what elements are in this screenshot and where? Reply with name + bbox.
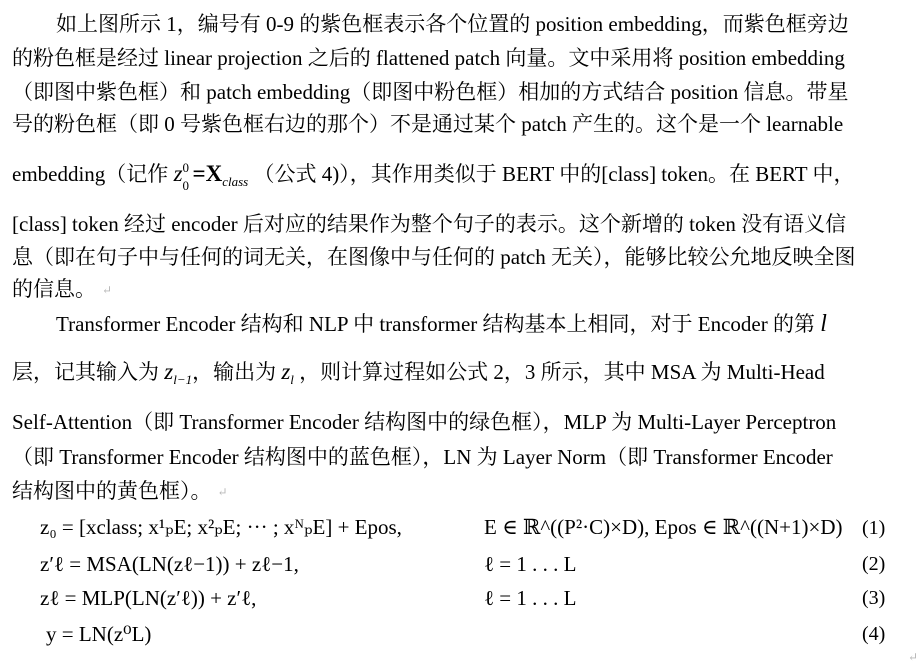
formula-x-symbol: =X <box>192 161 223 186</box>
paragraph-mark-1: ↵ <box>102 283 113 297</box>
para1-line1: 如上图所示 1，编号有 0-9 的紫色框表示各个位置的 position embedding，而紫色框旁边 <box>56 12 849 36</box>
formula-input-subscript: l−1 <box>173 372 193 387</box>
equation-3-number: (3) <box>862 587 886 609</box>
para1-line3: （即图中紫色框）和 patch embedding（即图中粉色框）相加的方式结合 position 信息。带星 <box>12 80 849 104</box>
formula-z-indices <box>182 160 193 193</box>
para1-line4: 号的粉色框（即 0 号紫色框右边的那个）不是通过某个 patch 产生的。这个是一个 learnable <box>12 112 844 136</box>
para1-line7: 息（即在句子中与任何的词无关，在图像中与任何的 patch 无关），能够比较公允地反映全图 <box>12 245 856 269</box>
equation-3-right: ℓ = 1 . . . L <box>484 586 577 610</box>
para2-line5-text: 结构图中的黄色框）。 <box>12 479 212 503</box>
paragraph-mark-3: ↵ <box>908 650 919 664</box>
formula-class-subscript: class <box>222 174 249 189</box>
para2-line2-text-b: ，输出为 <box>192 360 282 384</box>
paragraph-mark-2: ↵ <box>217 485 228 499</box>
para2-line4: （即 Transformer Encoder 结构图中的蓝色框），LN 为 Layer Norm（即 Transformer Encoder <box>12 445 833 469</box>
para1-line5 <box>12 158 855 193</box>
equation-2-right: ℓ = 1 . . . L <box>484 552 577 576</box>
para1-line6: [class] token 经过 encoder 后对应的结果作为整个句子的表示。这个新增的 token 没有语义信 <box>12 212 847 236</box>
para2-line5 <box>12 475 228 505</box>
para2-line2 <box>12 356 825 388</box>
formula-output-z: z <box>281 359 291 384</box>
layer-index-l: l <box>820 311 827 337</box>
formula-output-subscript: l <box>290 372 294 387</box>
equation-2-left: z′ℓ = MSA(LN(zℓ−1)) + zℓ−1, <box>40 552 299 576</box>
equation-1-number: (1) <box>862 517 886 539</box>
para2-line2-text-c: ，则计算过程如公式 2，3 所示，其中 MSA 为 Multi-Head <box>299 360 825 384</box>
formula-input-z: z <box>164 359 174 384</box>
formula-z-subscript: 0 <box>182 178 190 193</box>
equation-1-left: z₀ = [xclass; x¹ₚE; x²ₚE; ··· ; xᴺₚE] + Epos, <box>40 515 402 539</box>
para1-line8-text: 的信息。 <box>12 277 96 301</box>
para1-line8 <box>12 273 112 303</box>
equation-4-left: y = LN(z⁰L) <box>46 622 152 646</box>
para1-line5-text-b: （公式 4)），其作用类似于 BERT 中的[class] token。在 BERT 中， <box>253 162 855 186</box>
formula-z-superscript: 0 <box>182 160 190 175</box>
equation-1-right: E ∈ ℝ^((P²·C)×D), Epos ∈ ℝ^((N+1)×D) <box>484 515 843 539</box>
para1-line5-text-a: embedding（记作 <box>12 162 174 186</box>
equation-2-number: (2) <box>862 553 886 575</box>
equation-4-number: (4) <box>862 623 886 645</box>
para2-line1 <box>56 308 827 338</box>
para2-line2-text-a: 层，记其输入为 <box>12 360 165 384</box>
para1-line2: 的粉色框是经过 linear projection 之后的 flattened patch 向量。文中采用将 position embedding <box>12 46 845 70</box>
formula-z-symbol: z <box>173 161 183 186</box>
para2-line3: Self-Attention（即 Transformer Encoder 结构图中的绿色框），MLP 为 Multi-Layer Perceptron <box>12 410 837 434</box>
equation-3-left: zℓ = MLP(LN(z′ℓ)) + z′ℓ, <box>40 586 257 610</box>
para2-line1-text: Transformer Encoder 结构和 NLP 中 transformer 结构基本上相同，对于 Encoder 的第 <box>56 312 821 336</box>
